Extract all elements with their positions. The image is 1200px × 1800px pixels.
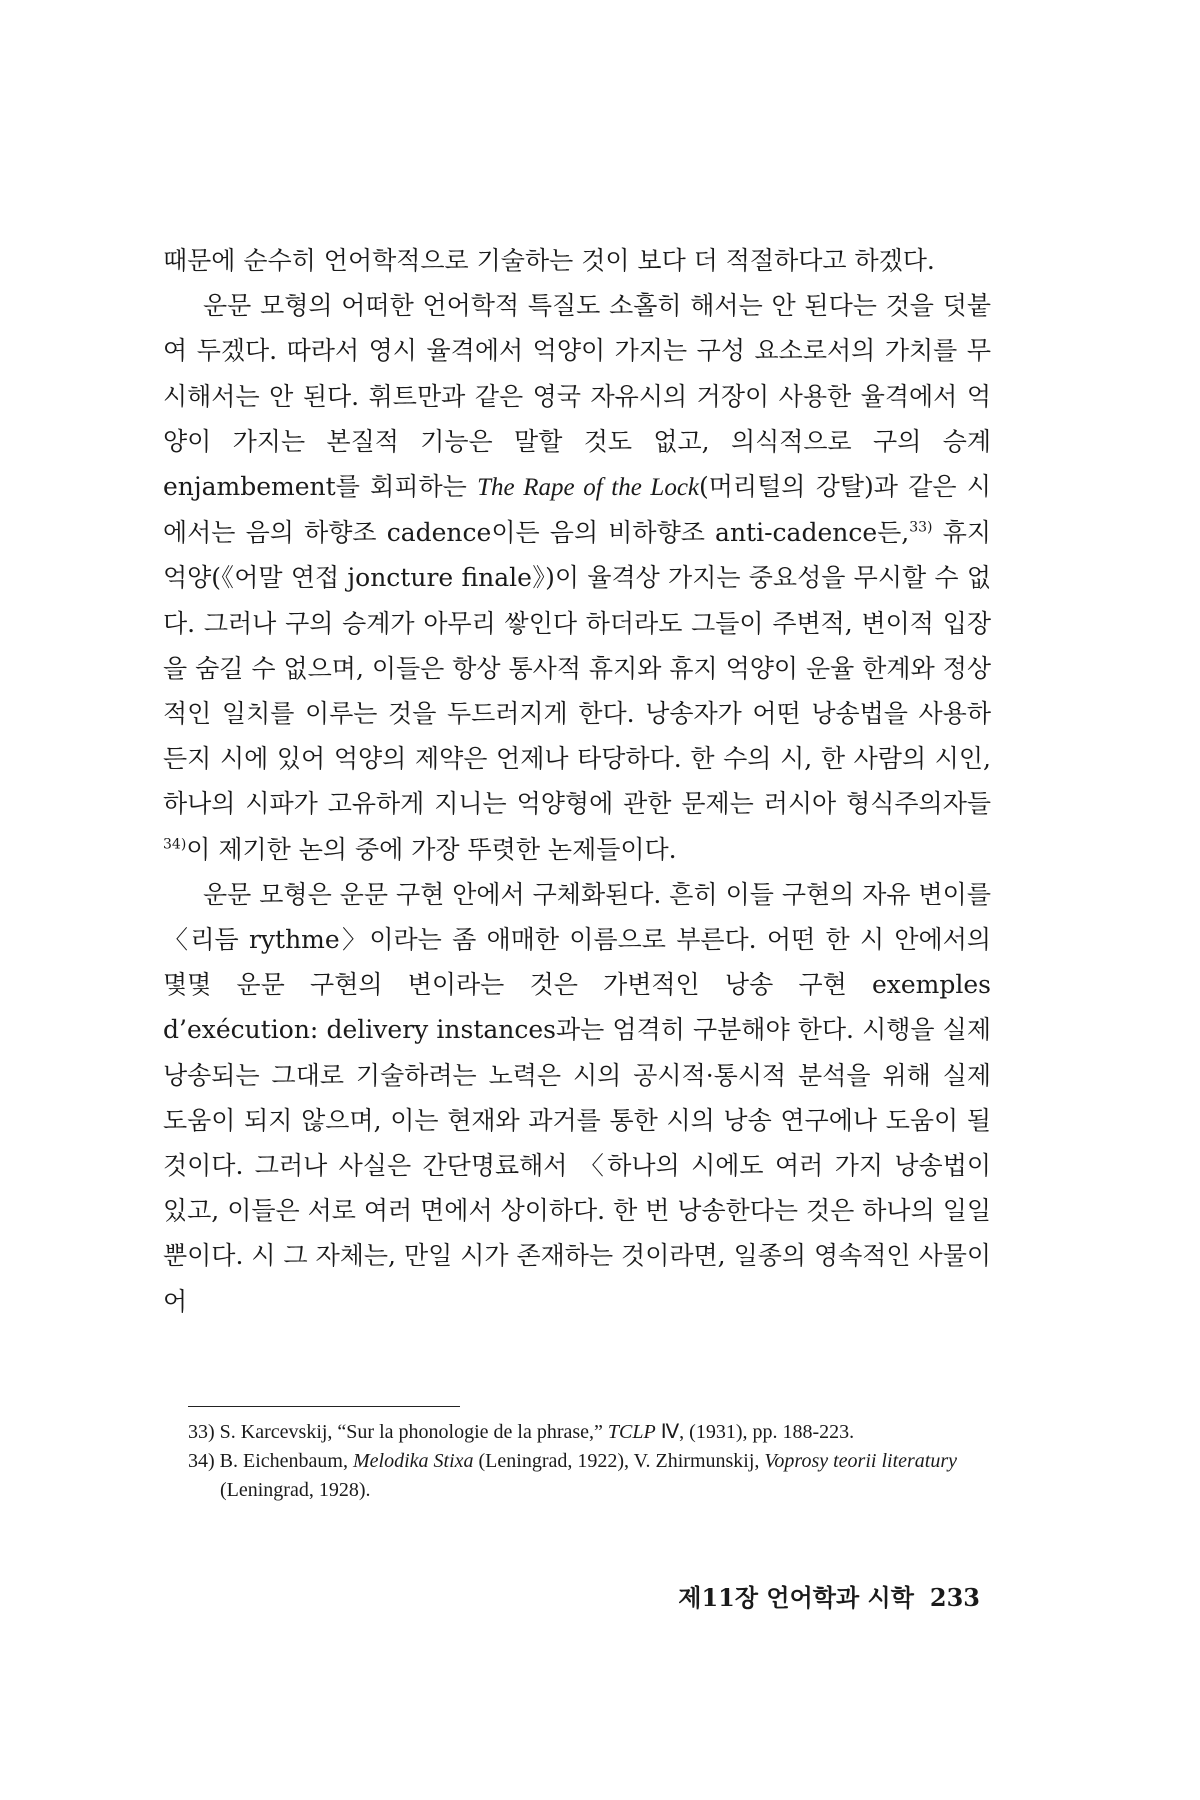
footnotes: [188, 1418, 988, 1505]
footnote-33: [188, 1418, 988, 1447]
paragraph-2-text-d: 이 제기한 논의 중에 가장 뚜렷한 논제들이다.: [186, 834, 677, 864]
paragraph-2-text-a: 운문 모형의 어떠한 언어학적 특질도 소홀히 해서는 안 된다는 것을 덧붙여 두겠다. 따라서 영시 율격에서 억양이 가지는 구성 요소로서의 가치를 무시해서는 안 된다. 휘트만과 같은 영국 자유시의 거장이 사용한 율격에서 억양이 가지는 본질적 기능은 말할 것도 없고, 의식적으로 구의 승계 enjambement를 회피하는: [163, 291, 991, 502]
paragraph-1-text: 때문에 순수히 언어학적으로 기술하는 것이 보다 더 적절하다고 하겠다.: [163, 246, 935, 275]
main-text: [163, 238, 991, 1324]
paragraph-3-text: 운문 모형은 운문 구현 안에서 구체화된다. 흔히 이들 구현의 자유 변이를 〈리듬 rythme〉이라는 좀 애매한 이름으로 부른다. 어떤 한 시 안에서의 몇몇 운문 구현의 변이라는 것은 가변적인 낭송 구현 exemples d’exécution: delivery instances과는 엄격히 구분해야 한다. 시행을 실제 낭송되는 그대로 기술하려는 노력은 시의 공시적·통시적 분석을 위해 실제 도움이 되지 않으며, 이는 현재와 과거를 통한 시의 낭송 연구에나 도움이 될 것이다. 그러나 사실은 간단명료해서 〈하나의 시에도 여러 가지 낭송법이 있고, 이들은 서로 여러 면에서 상이하다. 한 번 낭송한다는 것은 하나의 일일 뿐이다. 시 그 자체는, 만일 시가 존재하는 것이라면, 일종의 영속적인 사물이어: [163, 879, 991, 1316]
footnote-divider: [188, 1406, 460, 1407]
footnote-ref-33: 33): [909, 519, 933, 536]
chapter-title: 제11장 언어학과 시학: [678, 1583, 914, 1612]
footnote-ref-34: 34): [163, 836, 187, 853]
poem-title: The Rape of the Lock: [477, 474, 700, 502]
footnote-33-pages: Ⅳ, (1931), pp. 188-223.: [655, 1421, 855, 1443]
running-footer: [660, 1578, 980, 1613]
footnote-34-text-c: (Leningrad, 1928).: [220, 1479, 371, 1501]
paragraph-2: [163, 283, 991, 872]
paragraph-3: [163, 872, 991, 1324]
footnote-34-text-b: (Leningrad, 1922), V. Zhirmunskij,: [473, 1450, 765, 1472]
page-number: 233: [929, 1583, 980, 1612]
footnote-34-text-a: B. Eichenbaum,: [214, 1450, 353, 1472]
footnote-34-title-a: Melodika Stixa: [352, 1450, 474, 1472]
footnote-33-text: S. Karcevskij, “Sur la phonologie de la phrase,”: [214, 1421, 608, 1443]
footnote-33-number: 33): [188, 1421, 215, 1443]
footnote-34-title-b: Voprosy teorii literatury: [764, 1450, 957, 1472]
paragraph-2-text-b: (머리털의 강탈)과 같은 시에서는 음의 하향조 cadence이든 음의 비하향조 anti-cadence든,: [163, 472, 991, 548]
paragraph-2-text-c: 휴지 억양(《어말 연접 joncture finale》)이 율격상 가지는 중요성을 무시할 수 없다. 그러나 구의 승계가 아무리 쌓인다 하더라도 그들이 주변적, 변이적 입장을 숨길 수 없으며, 이들은 항상 통사적 휴지와 휴지 억양이 운율 한계와 정상적인 일치를 이루는 것을 두드러지게 한다. 낭송자가 어떤 낭송법을 사용하든지 시에 있어 억양의 제약은 언제나 타당하다. 한 수의 시, 한 사람의 시인, 하나의 시파가 고유하게 지니는 억양형에 관한 문제는 러시아 형식주의자들: [163, 518, 991, 819]
footnote-34-number: 34): [188, 1450, 215, 1472]
footnote-34: [188, 1447, 988, 1505]
paragraph-1: [163, 238, 991, 283]
footnote-33-journal: TCLP: [607, 1421, 656, 1443]
